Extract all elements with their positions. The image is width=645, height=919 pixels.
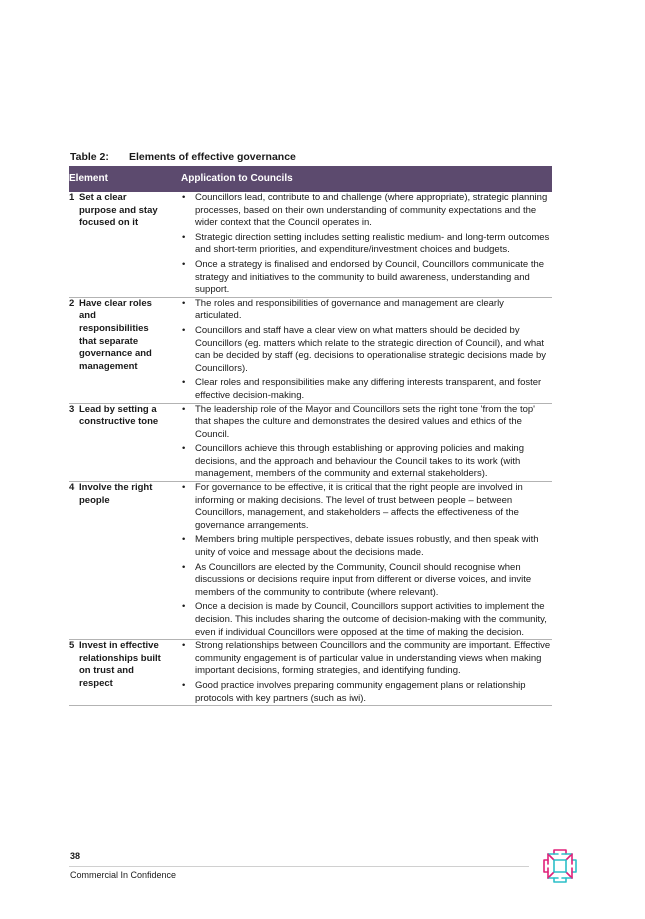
table-title: Elements of effective governance <box>129 151 296 163</box>
bullet-icon: • <box>182 192 186 203</box>
element-number: 3 <box>69 403 75 415</box>
bullet-text: For governance to be effective, it is critical that the right people are involved in informing or making decisions. The level of trust between people – between Councillors, management, and stakeholders – affects the effectiveness of the governance arrangements. <box>195 482 523 531</box>
bullet-text: Councillors lead, contribute to and challenge (where appropriate), strategic planning processes, based on their own understanding of community expectations and the wider context that the Council operates in. <box>195 192 548 229</box>
list-item <box>181 601 552 639</box>
bullet-text: The roles and responsibilities of governance and management are clearly articulated. <box>195 297 504 322</box>
element-title: Have clear roles and responsibilities that separate governance and management <box>79 297 152 372</box>
element-title: Invest in effective relationships built on trust and respect <box>79 640 161 689</box>
bullet-text: Once a decision is made by Council, Councillors support activities to implement the decision. This includes sharing the outcome of decision-making with the community, even if individual Councillors were opposed at the time of making the decision. <box>195 601 547 638</box>
bullet-text: Good practice involves preparing community engagement plans or relationship protocols with key partners (such as iwi). <box>195 679 526 704</box>
list-item <box>181 298 552 323</box>
application-cell <box>181 403 552 482</box>
list-item <box>181 259 552 297</box>
list-item <box>181 192 552 230</box>
table-caption <box>70 151 296 163</box>
table-row <box>69 192 552 297</box>
element-cell <box>69 640 181 706</box>
bullet-icon: • <box>182 534 186 546</box>
bullet-icon: • <box>182 482 186 494</box>
application-cell <box>181 297 552 403</box>
table-row <box>69 640 552 706</box>
element-title: Lead by setting a constructive tone <box>79 403 159 428</box>
bullet-text: Strategic direction setting includes setting realistic medium- and long-term outcomes and short-term priorities, and expenditure/investment choices and budgets. <box>195 231 550 256</box>
table-header-row <box>69 166 552 192</box>
element-number: 1 <box>69 192 75 203</box>
bullet-icon: • <box>182 258 186 270</box>
bullet-text: Councillors achieve this through establishing or approving policies and making decisions, and the approach and behaviour the Council takes to its work (with management, members of the community and external stakeholders). <box>195 443 524 480</box>
bullet-icon: • <box>182 601 186 613</box>
bullet-icon: • <box>182 443 186 455</box>
list-item <box>181 482 552 532</box>
element-cell <box>69 482 181 640</box>
bullet-icon: • <box>182 377 186 389</box>
table-row <box>69 482 552 640</box>
application-cell <box>181 192 552 297</box>
bullet-icon: • <box>182 403 186 415</box>
list-item <box>181 232 552 257</box>
bullet-icon: • <box>182 231 186 243</box>
bullet-text: Strong relationships between Councillors and the community are important. Effective community engagement is of particular value in understanding views when making important decisions, forming strategies, and identifying funding. <box>195 640 551 677</box>
element-number: 2 <box>69 297 75 309</box>
application-cell <box>181 640 552 706</box>
bullet-icon: • <box>182 640 186 652</box>
bullet-text: Clear roles and responsibilities make any differing interests transparent, and foster effective decision-making. <box>195 377 542 401</box>
bullet-icon: • <box>182 561 186 573</box>
bullet-text: As Councillors are elected by the Community, Council should recognise when discussions or decisions require input from different or diverse voices, and invite members of the community to contribute (where relevant). <box>195 561 532 598</box>
cross-knot-logo-icon <box>542 848 578 884</box>
confidentiality-label: Commercial In Confidence <box>70 870 177 880</box>
table-row <box>69 297 552 403</box>
element-title: Involve the right people <box>79 482 153 506</box>
element-number: 4 <box>69 482 75 494</box>
list-item <box>181 404 552 442</box>
element-cell <box>69 192 181 297</box>
bullet-icon: • <box>182 324 186 336</box>
list-item <box>181 640 552 678</box>
bullet-text: Members bring multiple perspectives, debate issues robustly, and then speak with unity of voice and message about the decisions made. <box>195 534 539 559</box>
list-item <box>181 325 552 375</box>
page-number: 38 <box>70 851 81 861</box>
bullet-text: Councillors and staff have a clear view on what matters should be decided by Councillors (eg. matters which relate to the strategic direction of Council), and what can be decided by staff (eg. decisions to operationalise strategic decisions made by Councillors). <box>195 324 547 374</box>
list-item <box>181 562 552 600</box>
bullet-icon: • <box>182 297 186 309</box>
element-cell <box>69 403 181 482</box>
list-item <box>181 680 552 705</box>
table-number: Table 2: <box>70 151 109 163</box>
bullet-text: Once a strategy is finalised and endorsed by Council, Councillors communicate the strategy and initiatives to the community to build awareness, understanding and support. <box>195 258 545 296</box>
bullet-text: The leadership role of the Mayor and Councillors sets the right tone 'from the top' that shapes the culture and demonstrates the desired values and ethics of the Council. <box>195 403 536 440</box>
header-application: Application to Councils <box>181 166 552 192</box>
application-cell <box>181 482 552 640</box>
element-number: 5 <box>69 640 75 652</box>
element-cell <box>69 297 181 403</box>
list-item <box>181 534 552 559</box>
list-item <box>181 377 552 402</box>
bullet-icon: • <box>182 679 186 691</box>
governance-table <box>69 166 552 706</box>
list-item <box>181 443 552 481</box>
element-title: Set a clear purpose and stay focused on it <box>79 192 158 229</box>
header-element: Element <box>69 166 181 192</box>
table-row <box>69 403 552 482</box>
footer-divider <box>69 866 529 867</box>
